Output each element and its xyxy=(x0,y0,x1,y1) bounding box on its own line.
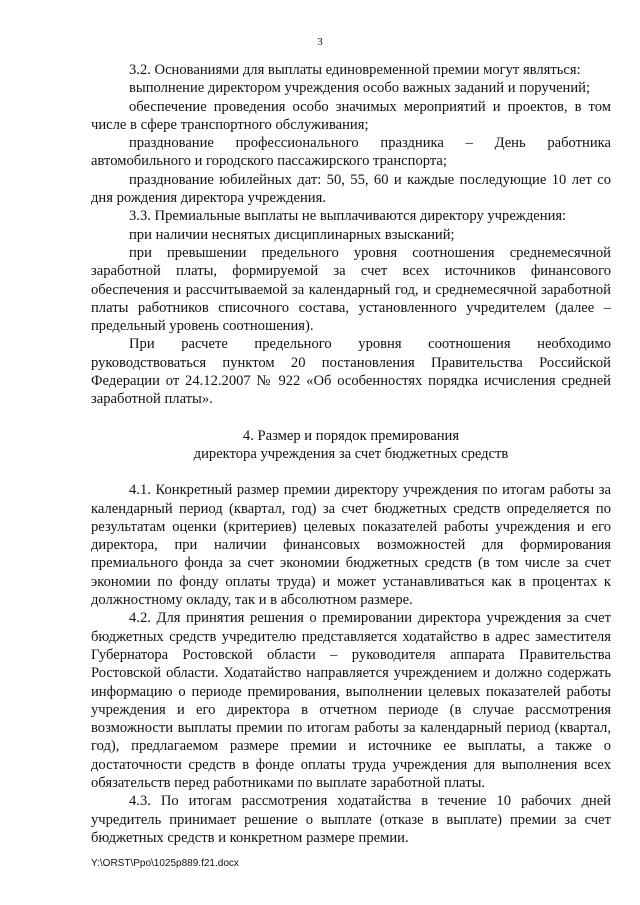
paragraph-disciplinary: при наличии неснятых дисциплинарных взысканий; xyxy=(129,226,455,243)
paragraph-3-3: 3.3. Премиальные выплаты не выплачиваются директору учреждения: xyxy=(129,208,567,225)
paragraph-jubilee-dates: празднование юбилейных дат: 50, 55, 60 и каждые последующие 10 лет со дня рождения директора учреждения. xyxy=(91,171,611,207)
page-number: 3 xyxy=(317,36,323,48)
paragraph-professional-holiday: празднование профессионального праздника – День работника автомобильного и городского пассажирского транспорта; xyxy=(91,135,611,170)
paragraph-calculation: При расчете предельного уровня соотношения необходимо руководствоваться пунктом 20 постановления Правительства Российской Федерации от 24.12.2007 № 922 «Об особенностях порядка исчисления средней заработной платы». xyxy=(91,336,611,408)
paragraph-significant-events: обеспечение проведения особо значимых мероприятий и проектов, в том числе в сфере транспортного обслуживания; xyxy=(91,98,611,133)
file-path-footer: Y:\ORST\Ppo\1025p889.f21.docx xyxy=(91,858,239,869)
paragraph-important-tasks: выполнение директором учреждения особо важных заданий и поручений; xyxy=(129,80,591,97)
paragraph-4-3: 4.3. По итогам рассмотрения ходатайства в течение 10 рабочих дней учредитель принимает решение о выплате (отказе в выплате) премии за счет бюджетных средств и конкретном размере премии. xyxy=(91,793,611,846)
section-heading-line-1: 4. Размер и порядок премирования xyxy=(242,427,460,444)
section-heading xyxy=(91,427,611,464)
paragraph-limit-ratio: при превышении предельного уровня соотношения среднемесячной заработной платы, формируемой за счет всех источников финансового обеспечения и рассчитываемой за календарный год, и среднемесячной заработной платы работников списочного состава, установленного учредителем (далее – предельный уровень соотношения). xyxy=(91,244,611,335)
document-body xyxy=(91,61,611,847)
paragraph-4-2: 4.2. Для принятия решения о премировании директора учреждения за счет бюджетных средств учредителю представляется ходатайство в адрес заместителя Губернатора Ростовской области – руководителя аппарата Правительства Ростовской области. Ходатайство направляется учреждением и должно содержать информацию о периоде премирования, выполнении целевых показателей работы учреждения и его директора в отчетном периоде (в случае рассмотрения возможности выплаты премии по итогам работы за календарный период (квартал, год), предлагаемом размере премии и источнике ее выплаты, а также о достаточности средств в фонде оплаты труда учреждения для выполнения всех обязательств перед работниками по выплате заработной платы. xyxy=(91,610,611,791)
paragraph-4-1: 4.1. Конкретный размер премии директору учреждения по итогам работы за календарный период (квартал, год) за счет бюджетных средств определяется по результатам оценки (критериев) целевых показателей работы учреждения и его директора, при наличии финансовых возможностей для формирования премиального фонда за счет экономии бюджетных средств (в том числе за счет экономии по фонду оплаты труда) и может устанавливаться как в процентах к должностному окладу, так и в абсолютном размере. xyxy=(91,482,611,609)
section-heading-line-2: директора учреждения за счет бюджетных средств xyxy=(193,445,509,462)
paragraph-3-2: 3.2. Основаниями для выплаты единовременной премии могут являться: xyxy=(129,62,581,78)
